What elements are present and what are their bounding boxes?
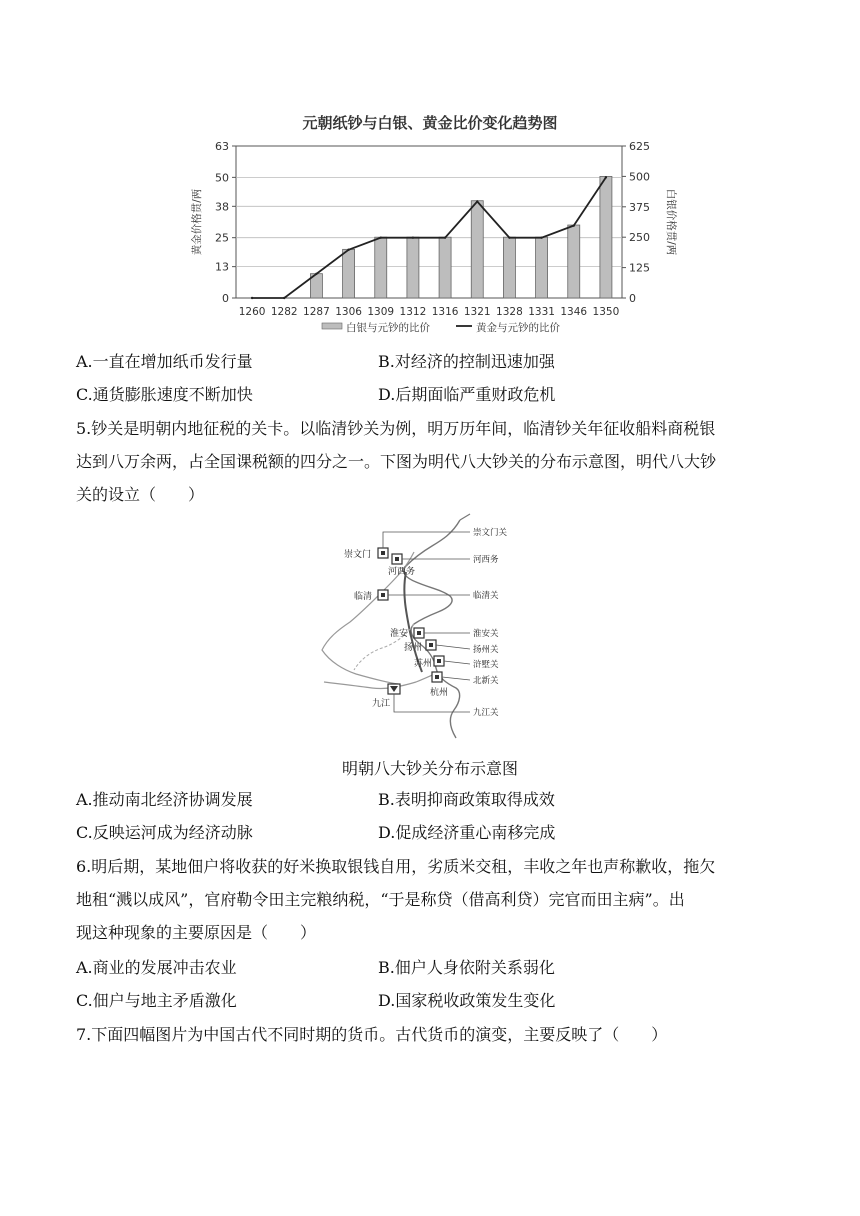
legend-silver-label: 白银与元钞的比价 — [346, 322, 430, 334]
chart-container — [180, 108, 680, 338]
marker-suzhou — [434, 656, 444, 666]
marker-yangzhou — [426, 640, 436, 650]
coastline-path — [404, 520, 460, 738]
q4-option-d[interactable]: D.后期面临严重财政危机 — [378, 385, 556, 404]
silver-bar-1306 — [343, 249, 355, 298]
city-label-yangzhou: 扬州 — [404, 643, 423, 653]
marker-huaian — [414, 628, 424, 638]
pass-label-5: 扬州关 — [473, 645, 499, 655]
category-label-1309: 1309 — [367, 306, 395, 318]
category-label-1312: 1312 — [399, 306, 427, 318]
gold-point-1331 — [540, 236, 542, 238]
marker-hexiwu — [392, 554, 402, 564]
right-tick-label-1: 125 — [629, 261, 650, 275]
left-tick-label-4: 50 — [215, 171, 229, 185]
left-tick-label-2: 25 — [215, 231, 229, 245]
legend-silver-swatch — [322, 323, 342, 329]
silver-bar-1350 — [600, 176, 612, 298]
city-label-linqing: 临清 — [354, 592, 373, 602]
city-label-hangzhou: 杭州 — [430, 688, 449, 698]
price-ratio-chart — [180, 108, 680, 338]
city-label-chongwenmen: 崇文门 — [344, 550, 372, 560]
q6-option-d[interactable]: D.国家税收政策发生变化 — [378, 991, 556, 1010]
left-tick-label-5: 63 — [215, 140, 229, 153]
q4-option-c[interactable]: C.通货膨胀速度不断加快 — [76, 385, 253, 404]
silver-bar-1316 — [439, 237, 451, 298]
q6-stem-line-3: 现这种现象的主要原因是（ ） — [76, 923, 317, 942]
q5-stem-line-3: 关的设立（ ） — [76, 485, 205, 504]
category-label-1321: 1321 — [463, 306, 491, 318]
category-label-1346: 1346 — [560, 306, 588, 318]
left-axis-label: 黄金价格贯/两 — [191, 188, 203, 256]
q5-option-c[interactable]: C.反映运河成为经济动脉 — [76, 823, 253, 842]
gold-point-1260 — [251, 297, 253, 299]
gold-point-1316 — [444, 236, 446, 238]
gold-point-1350 — [605, 176, 607, 178]
city-label-huaian: 淮安 — [390, 629, 409, 639]
left-tick-label-3: 38 — [215, 200, 229, 214]
q5-option-b[interactable]: B.表明抑商政策取得成效 — [378, 790, 555, 809]
pass-label-4: 淮安关 — [473, 629, 499, 639]
category-label-1331: 1331 — [528, 306, 555, 318]
category-label-1260: 1260 — [238, 306, 266, 318]
pass-label-8: 九江关 — [473, 708, 499, 718]
left-tick-label-1: 13 — [215, 260, 229, 274]
gold-point-1309 — [380, 236, 382, 238]
category-label-1350: 1350 — [592, 306, 620, 318]
city-label-jiujiang: 九江 — [372, 699, 391, 709]
q5-option-a[interactable]: A.推动南北经济协调发展 — [76, 790, 253, 809]
gold-point-1282 — [283, 297, 285, 299]
category-label-1282: 1282 — [270, 306, 298, 318]
q7-stem-line-1: 7.下面四幅图片为中国古代不同时期的货币。古代货币的演变，主要反映了（ ） — [76, 1025, 668, 1044]
pass-label-1: 崇文门关 — [473, 528, 508, 538]
gold-point-1287 — [315, 273, 317, 275]
q6-option-b[interactable]: B.佃户人身依附关系弱化 — [378, 958, 555, 977]
q5-option-d[interactable]: D.促成经济重心南移完成 — [378, 823, 556, 842]
gold-point-1346 — [573, 224, 575, 226]
right-tick-label-3: 375 — [629, 200, 650, 214]
silver-bar-1321 — [471, 201, 483, 298]
map-caption: 明朝八大钞关分布示意图 — [341, 759, 518, 778]
category-label-1316: 1316 — [431, 306, 459, 318]
q6-option-c[interactable]: C.佃户与地主矛盾激化 — [76, 991, 237, 1010]
city-label-hexiwu: 河西务 — [388, 567, 416, 577]
gold-point-1312 — [412, 236, 414, 238]
right-axis-label: 白银价格贯/两 — [665, 188, 677, 256]
right-tick-label-4: 500 — [629, 170, 650, 184]
marker-hangzhou — [432, 672, 442, 682]
legend-gold-label: 黄金与元钞的比价 — [476, 322, 560, 334]
pass-label-7: 北新关 — [473, 676, 499, 686]
q6-stem-line-2: 地租“溅以成风”，官府勒令田主完粮纳税，“于是称贷（借高利贷）完官而田主病”。出 — [76, 890, 685, 909]
q6-stem-line-1: 6.明后期，某地佃户将收获的好米换取银钱自用，劣质米交租，丰收之年也声称歉收，拖欠 — [76, 857, 716, 876]
category-label-1306: 1306 — [335, 306, 362, 318]
gold-point-1328 — [508, 236, 510, 238]
marker-jiujiang — [388, 684, 400, 694]
silver-bar-1331 — [536, 237, 548, 298]
right-tick-label-5: 625 — [629, 140, 650, 153]
right-tick-label-2: 250 — [629, 231, 650, 245]
pass-label-6: 浒墅关 — [473, 660, 499, 670]
marker-chongwenmen — [378, 548, 388, 558]
silver-bar-1309 — [375, 237, 387, 298]
coast-north-path — [460, 514, 470, 520]
customs-map — [310, 512, 550, 748]
city-label-suzhou: 苏州 — [414, 659, 433, 669]
q4-option-a[interactable]: A.一直在增加纸币发行量 — [76, 352, 253, 371]
silver-bar-1312 — [407, 237, 419, 298]
marker-linqing — [378, 590, 388, 600]
chart-title: 元朝纸钞与白银、黄金比价变化趋势图 — [302, 114, 558, 132]
pass-label-2: 河西务 — [473, 555, 499, 565]
q5-stem-line-2: 达到八万余两，占全国课税额的四分之一。下图为明代八大钞关的分布示意图，明代八大钞 — [76, 452, 717, 471]
q6-option-a[interactable]: A.商业的发展冲击农业 — [76, 958, 237, 977]
right-tick-label-0: 0 — [629, 292, 636, 305]
left-tick-label-0: 0 — [222, 292, 229, 305]
category-label-1287: 1287 — [303, 306, 330, 318]
pass-label-3: 临清关 — [473, 591, 499, 601]
grand-canal-path — [404, 572, 422, 672]
gold-point-1321 — [476, 200, 478, 202]
silver-bar-1328 — [503, 237, 515, 298]
category-label-1328: 1328 — [496, 306, 523, 318]
plot-frame — [236, 146, 622, 298]
customs-map-svg — [310, 512, 550, 748]
q5-stem-line-1: 5.钞关是明朝内地征税的关卡。以临清钞关为例，明万历年间，临清钞关年征收船料商税银 — [76, 419, 716, 438]
gold-point-1306 — [347, 249, 349, 251]
q4-option-b[interactable]: B.对经济的控制迅速加强 — [378, 352, 555, 371]
silver-bar-1346 — [568, 225, 580, 298]
